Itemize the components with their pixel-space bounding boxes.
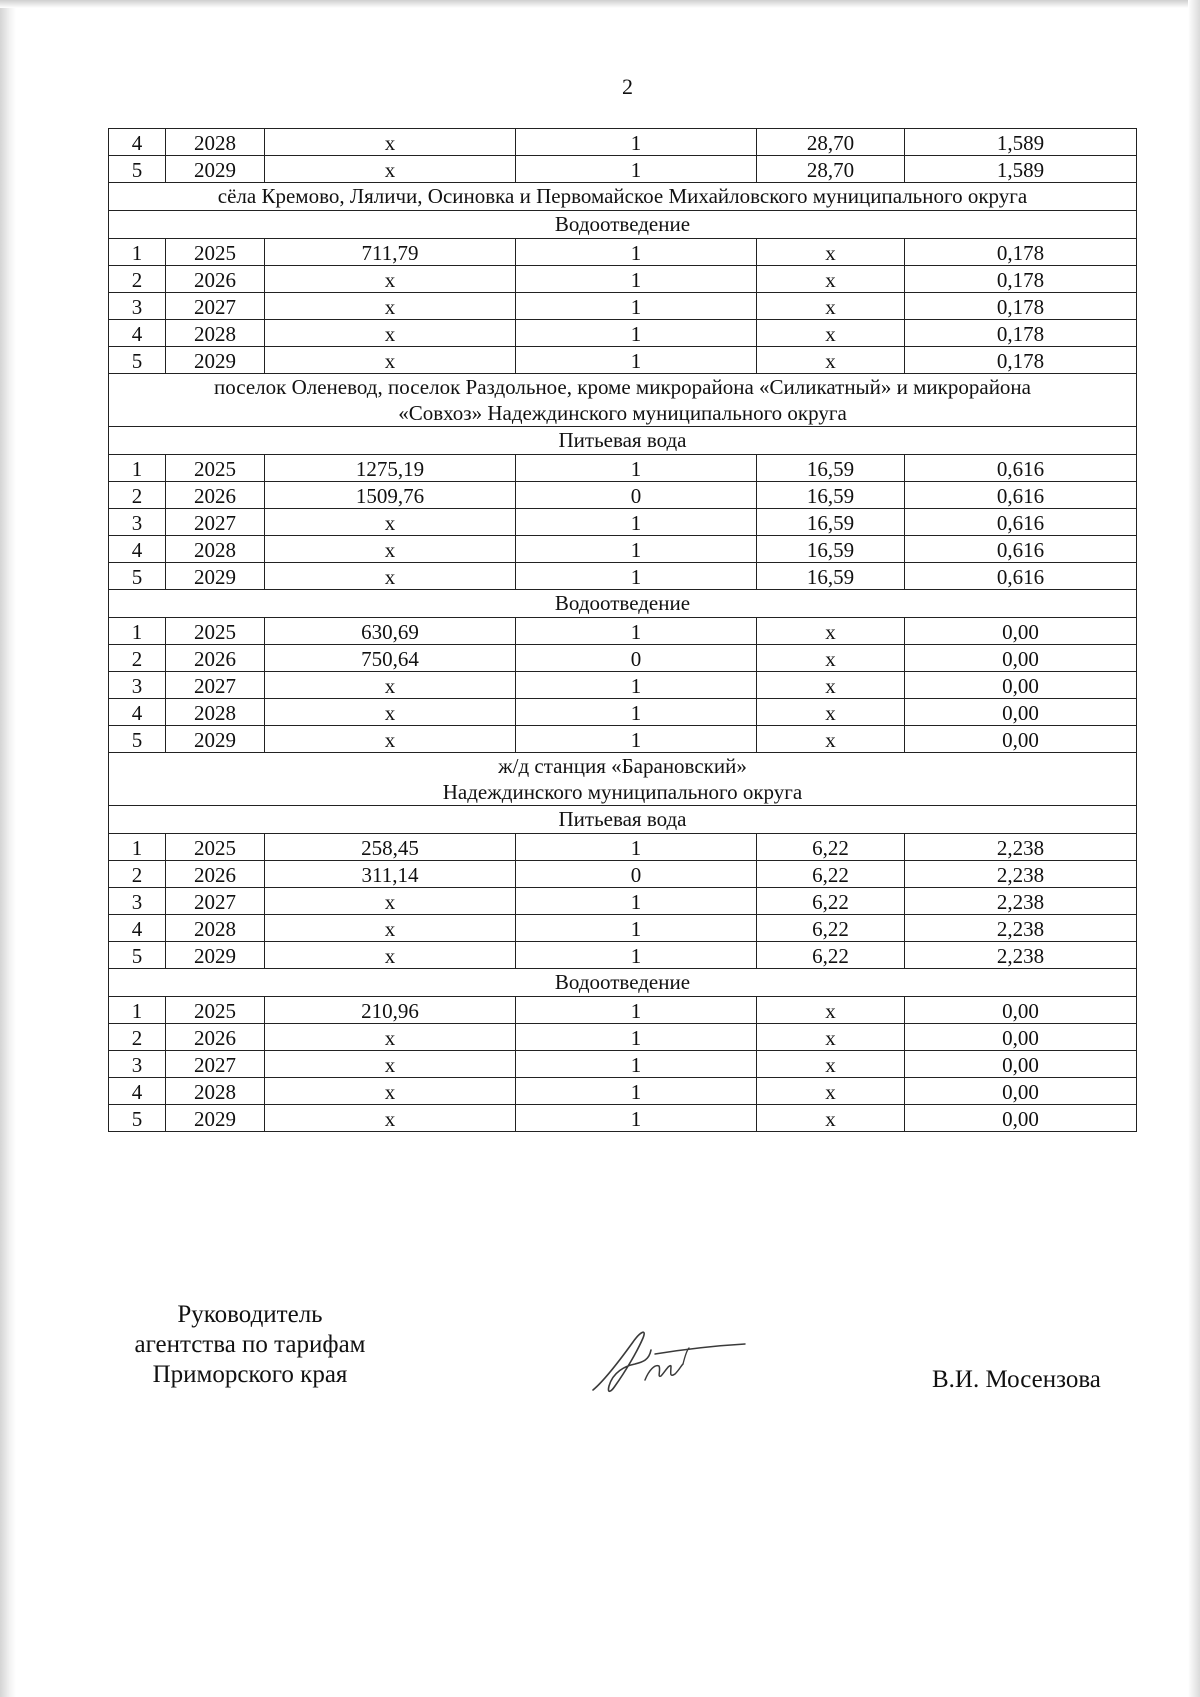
signature-block — [110, 1300, 390, 1390]
section-header-line: Водоотведение — [554, 970, 691, 994]
table-cell: x — [757, 320, 905, 347]
table-row — [109, 347, 1137, 374]
section-header-cell — [109, 211, 1137, 239]
table-cell: 2028 — [166, 1078, 265, 1105]
table-cell: 2029 — [166, 156, 265, 183]
section-header-cell — [109, 427, 1137, 455]
table-cell: x — [265, 726, 516, 753]
table-row — [109, 129, 1137, 156]
table-cell: 1 — [516, 1078, 757, 1105]
table-cell: x — [757, 618, 905, 645]
table-cell: 2026 — [166, 861, 265, 888]
table-cell: 0,178 — [905, 266, 1137, 293]
table-row — [109, 536, 1137, 563]
table-cell: 1 — [516, 239, 757, 266]
table-cell: 5 — [109, 563, 166, 590]
table-cell: 1,589 — [905, 129, 1137, 156]
table-section-row — [109, 374, 1137, 427]
table-row — [109, 1024, 1137, 1051]
table-cell: 2 — [109, 482, 166, 509]
section-header-line: ж/д станция «Барановский» — [498, 754, 747, 778]
section-header-cell — [109, 969, 1137, 997]
table-cell: 4 — [109, 320, 166, 347]
table-cell: 28,70 — [757, 129, 905, 156]
table-cell: 0 — [516, 861, 757, 888]
section-header-line: Надеждинского муниципального округа — [442, 780, 803, 804]
table-cell: 1 — [516, 618, 757, 645]
table-cell: 0,178 — [905, 320, 1137, 347]
section-header-line: Питьевая вода — [558, 807, 687, 831]
table-row — [109, 1078, 1137, 1105]
table-cell: 2029 — [166, 942, 265, 969]
section-header-line: Питьевая вода — [558, 428, 687, 452]
table-cell: 2027 — [166, 888, 265, 915]
table-cell: x — [265, 915, 516, 942]
table-cell: 1 — [516, 699, 757, 726]
table-cell: 1 — [516, 266, 757, 293]
table-cell: 2027 — [166, 672, 265, 699]
table-row — [109, 915, 1137, 942]
table-cell: 2029 — [166, 347, 265, 374]
table-cell: 0,178 — [905, 347, 1137, 374]
table-cell: 0,00 — [905, 699, 1137, 726]
table-cell: 2026 — [166, 1024, 265, 1051]
tariff-table-body — [109, 129, 1137, 1132]
table-cell: 16,59 — [757, 563, 905, 590]
table-cell: 0,178 — [905, 239, 1137, 266]
table-cell: x — [265, 1024, 516, 1051]
table-cell: 2,238 — [905, 915, 1137, 942]
table-cell: x — [265, 699, 516, 726]
table-row — [109, 672, 1137, 699]
table-cell: 1 — [516, 997, 757, 1024]
table-cell: 0,616 — [905, 563, 1137, 590]
table-cell: 5 — [109, 156, 166, 183]
table-cell: x — [265, 347, 516, 374]
table-cell: x — [757, 1051, 905, 1078]
table-cell: 2026 — [166, 645, 265, 672]
table-cell: x — [757, 293, 905, 320]
position-line-2: агентства по тарифам — [134, 1331, 366, 1358]
table-cell: 0,00 — [905, 1024, 1137, 1051]
table-cell: x — [265, 536, 516, 563]
table-cell: 5 — [109, 1105, 166, 1132]
table-cell: 2028 — [166, 536, 265, 563]
table-cell: 1 — [516, 942, 757, 969]
table-row — [109, 997, 1137, 1024]
table-cell: 0,00 — [905, 1078, 1137, 1105]
table-row — [109, 834, 1137, 861]
table-cell: 2028 — [166, 320, 265, 347]
table-cell: 1 — [109, 618, 166, 645]
table-cell: 0,616 — [905, 455, 1137, 482]
table-cell: 711,79 — [265, 239, 516, 266]
table-section-row — [109, 969, 1137, 997]
table-cell: 2025 — [166, 239, 265, 266]
table-cell: 0 — [516, 645, 757, 672]
table-cell: 1 — [516, 536, 757, 563]
table-cell: 6,22 — [757, 942, 905, 969]
table-cell: 3 — [109, 888, 166, 915]
section-header-line: «Совхоз» Надеждинского муниципального округа — [398, 401, 847, 425]
table-row — [109, 1105, 1137, 1132]
table-cell: 0,00 — [905, 1105, 1137, 1132]
section-header-line: Водоотведение — [554, 591, 691, 615]
table-row — [109, 239, 1137, 266]
table-section-row — [109, 590, 1137, 618]
table-cell: x — [265, 1078, 516, 1105]
table-cell: 1,589 — [905, 156, 1137, 183]
section-header-cell — [109, 590, 1137, 618]
table-cell: 4 — [109, 129, 166, 156]
table-cell: 2029 — [166, 726, 265, 753]
table-cell: 1 — [516, 915, 757, 942]
table-row — [109, 563, 1137, 590]
table-cell: 1 — [516, 156, 757, 183]
table-cell: x — [757, 726, 905, 753]
table-cell: 258,45 — [265, 834, 516, 861]
table-row — [109, 455, 1137, 482]
scan-shadow-right — [1188, 0, 1200, 1697]
table-cell: 2 — [109, 645, 166, 672]
table-cell: 1 — [516, 347, 757, 374]
table-cell: x — [757, 699, 905, 726]
table-cell: 5 — [109, 347, 166, 374]
table-cell: 6,22 — [757, 834, 905, 861]
table-cell: 4 — [109, 915, 166, 942]
table-cell: x — [757, 239, 905, 266]
table-cell: 2025 — [166, 618, 265, 645]
table-cell: 16,59 — [757, 482, 905, 509]
table-cell: 2028 — [166, 699, 265, 726]
table-cell: 1 — [109, 997, 166, 1024]
table-cell: 1 — [516, 1105, 757, 1132]
table-cell: x — [757, 266, 905, 293]
table-cell: 2,238 — [905, 888, 1137, 915]
section-header-line: Водоотведение — [554, 212, 691, 236]
table-cell: 16,59 — [757, 509, 905, 536]
table-section-row — [109, 183, 1137, 211]
table-cell: 2025 — [166, 997, 265, 1024]
table-cell: 16,59 — [757, 536, 905, 563]
table-cell: 2027 — [166, 509, 265, 536]
table-cell: 2,238 — [905, 942, 1137, 969]
table-cell: 2,238 — [905, 834, 1137, 861]
table-cell: 2027 — [166, 1051, 265, 1078]
table-cell: x — [265, 1105, 516, 1132]
table-section-row — [109, 806, 1137, 834]
table-cell: x — [265, 888, 516, 915]
table-cell: 3 — [109, 293, 166, 320]
tariff-table — [108, 128, 1137, 1132]
table-row — [109, 618, 1137, 645]
table-cell: 1 — [516, 293, 757, 320]
table-section-row — [109, 753, 1137, 806]
table-row — [109, 1051, 1137, 1078]
table-cell: 2 — [109, 266, 166, 293]
scan-shadow-top — [0, 0, 1200, 8]
table-row — [109, 156, 1137, 183]
table-cell: 0,616 — [905, 536, 1137, 563]
table-cell: 4 — [109, 536, 166, 563]
table-row — [109, 699, 1137, 726]
page-number: 2 — [622, 74, 633, 99]
table-cell: 2027 — [166, 293, 265, 320]
table-cell: 1 — [516, 1024, 757, 1051]
table-cell: x — [757, 997, 905, 1024]
table-cell: x — [757, 1024, 905, 1051]
table-cell: 1 — [516, 834, 757, 861]
table-cell: x — [265, 129, 516, 156]
table-cell: 210,96 — [265, 997, 516, 1024]
table-row — [109, 293, 1137, 320]
table-cell: x — [757, 1078, 905, 1105]
table-cell: 750,64 — [265, 645, 516, 672]
position-line-1: Руководитель — [177, 1301, 323, 1328]
handwritten-signature — [585, 1320, 755, 1400]
table-section-row — [109, 211, 1137, 239]
table-cell: 2026 — [166, 482, 265, 509]
table-row — [109, 726, 1137, 753]
table-cell: 1 — [109, 239, 166, 266]
table-cell: x — [265, 1051, 516, 1078]
table-section-row — [109, 427, 1137, 455]
table-cell: 2029 — [166, 563, 265, 590]
table-cell: 1 — [109, 455, 166, 482]
table-cell: x — [265, 509, 516, 536]
table-cell: 1509,76 — [265, 482, 516, 509]
table-cell: 2 — [109, 1024, 166, 1051]
table-cell: 1 — [516, 888, 757, 915]
table-row — [109, 645, 1137, 672]
table-cell: 0,00 — [905, 618, 1137, 645]
signatory-name: В.И. Мосензова — [932, 1366, 1101, 1393]
table-cell: 1 — [516, 726, 757, 753]
table-row — [109, 861, 1137, 888]
table-cell: 0,616 — [905, 509, 1137, 536]
table-cell: 311,14 — [265, 861, 516, 888]
table-cell: 2025 — [166, 834, 265, 861]
table-cell: x — [265, 563, 516, 590]
section-header-line: сёла Кремово, Ляличи, Осиновка и Первомайское Михайловского муниципального округа — [217, 184, 1028, 208]
table-cell: 2025 — [166, 455, 265, 482]
table-cell: 5 — [109, 942, 166, 969]
section-header-cell — [109, 374, 1137, 427]
table-cell: x — [757, 1105, 905, 1132]
table-row — [109, 942, 1137, 969]
position-line-3: Приморского края — [152, 1361, 348, 1388]
table-cell: 4 — [109, 699, 166, 726]
table-cell: 0,00 — [905, 726, 1137, 753]
table-cell: x — [265, 942, 516, 969]
table-cell: x — [265, 672, 516, 699]
section-header-cell — [109, 183, 1137, 211]
table-cell: 0,00 — [905, 997, 1137, 1024]
table-cell: 1275,19 — [265, 455, 516, 482]
table-cell: 630,69 — [265, 618, 516, 645]
table-cell: 0,616 — [905, 482, 1137, 509]
table-cell: 2,238 — [905, 861, 1137, 888]
table-cell: 2028 — [166, 915, 265, 942]
table-cell: 6,22 — [757, 888, 905, 915]
section-header-cell — [109, 753, 1137, 806]
table-cell: 5 — [109, 726, 166, 753]
table-row — [109, 509, 1137, 536]
table-cell: 1 — [516, 455, 757, 482]
table-cell: 3 — [109, 1051, 166, 1078]
table-cell: 16,59 — [757, 455, 905, 482]
table-cell: x — [265, 293, 516, 320]
table-cell: 1 — [516, 672, 757, 699]
table-cell: 1 — [516, 1051, 757, 1078]
table-cell: 0 — [516, 482, 757, 509]
table-row — [109, 320, 1137, 347]
table-cell: 0,00 — [905, 645, 1137, 672]
table-cell: 1 — [516, 509, 757, 536]
table-cell: 3 — [109, 509, 166, 536]
table-cell: 6,22 — [757, 861, 905, 888]
table-cell: 4 — [109, 1078, 166, 1105]
table-row — [109, 266, 1137, 293]
table-cell: x — [757, 672, 905, 699]
table-cell: 1 — [516, 129, 757, 156]
table-cell: x — [265, 266, 516, 293]
table-cell: 2 — [109, 861, 166, 888]
table-cell: 2026 — [166, 266, 265, 293]
table-cell: 3 — [109, 672, 166, 699]
table-cell: 1 — [516, 563, 757, 590]
section-header-cell — [109, 806, 1137, 834]
table-cell: 0,00 — [905, 1051, 1137, 1078]
table-cell: x — [265, 320, 516, 347]
table-cell: 0,178 — [905, 293, 1137, 320]
table-cell: x — [757, 645, 905, 672]
table-cell: 0,00 — [905, 672, 1137, 699]
table-cell: 1 — [109, 834, 166, 861]
table-cell: 1 — [516, 320, 757, 347]
scan-shadow-left — [0, 0, 16, 1697]
table-row — [109, 888, 1137, 915]
table-cell: x — [757, 347, 905, 374]
table-cell: 28,70 — [757, 156, 905, 183]
table-cell: 6,22 — [757, 915, 905, 942]
table-cell: x — [265, 156, 516, 183]
table-row — [109, 482, 1137, 509]
table-cell: 2029 — [166, 1105, 265, 1132]
table-cell: 2028 — [166, 129, 265, 156]
section-header-line: поселок Оленевод, поселок Раздольное, кроме микрорайона «Силикатный» и микрорайона — [214, 375, 1031, 399]
